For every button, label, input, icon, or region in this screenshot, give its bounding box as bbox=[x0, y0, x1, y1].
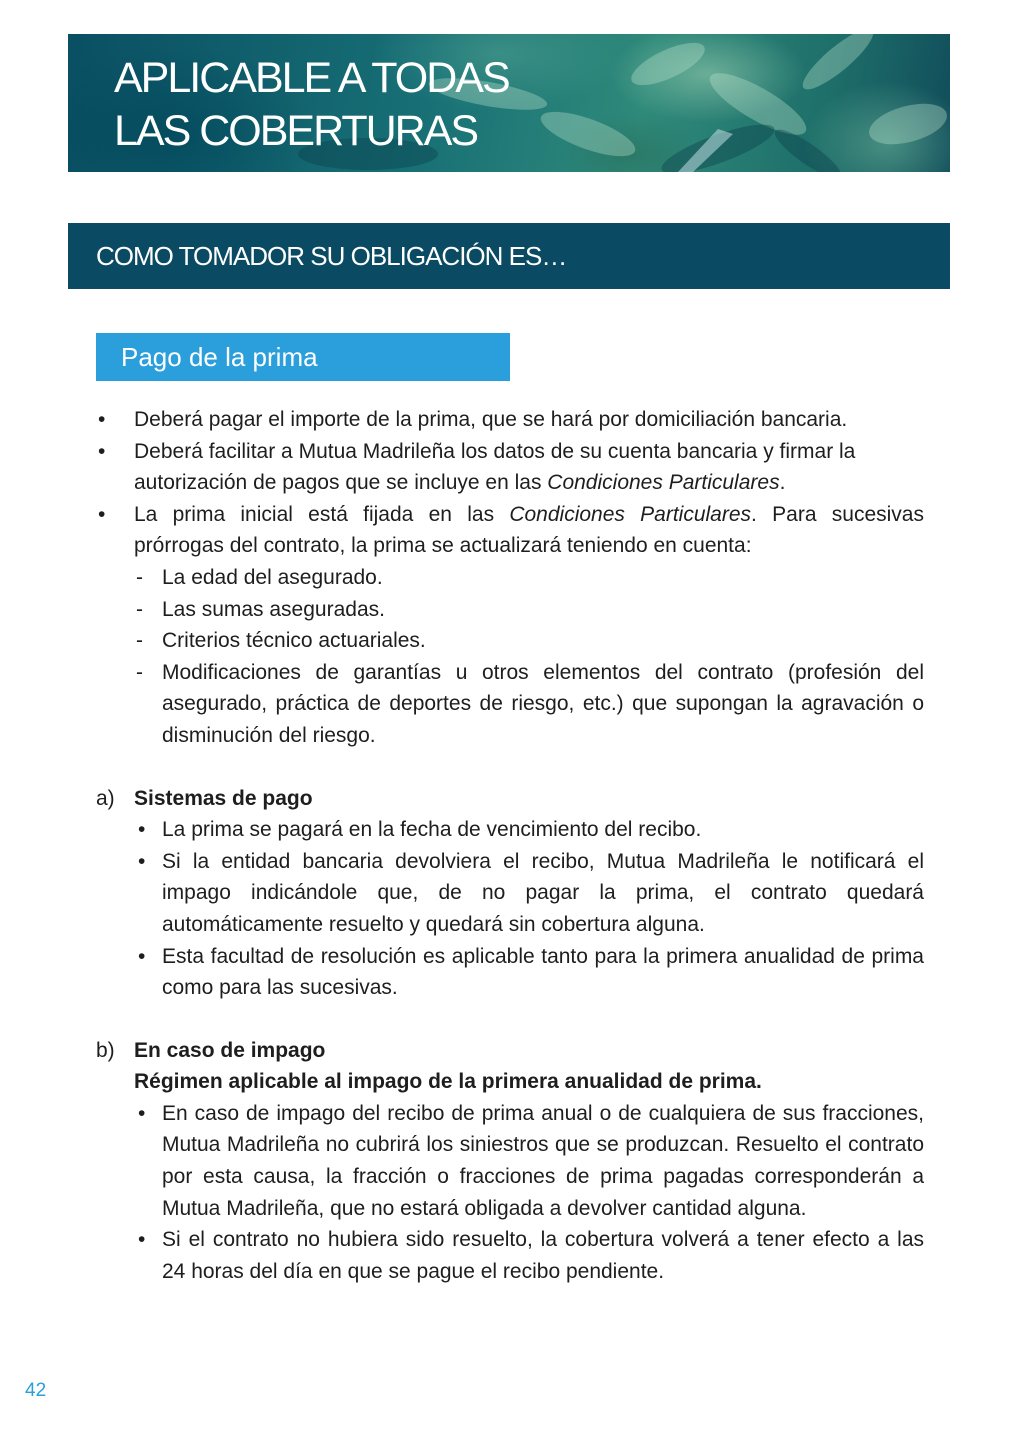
bullet-marker: • bbox=[98, 502, 106, 526]
section-title: COMO TOMADOR SU OBLIGACIÓN ES… bbox=[96, 241, 567, 271]
dash-marker: - bbox=[136, 565, 143, 589]
bullet-marker: • bbox=[138, 818, 146, 842]
bullet-item bbox=[96, 1224, 924, 1287]
dash-text: Modificaciones de garantías u otros elementos del contrato (profesión del asegurado, práctica de deportes de riesgo, etc.) que supongan la agravación o disminución del riesgo. bbox=[162, 660, 924, 747]
bullet-text: En caso de impago del recibo de prima anual o de cualquiera de sus fracciones, Mutua Madrileña no cubrirá los siniestros que se produzcan. Resuelto el contrato por esta causa, la fracción o fracciones de prima pagadas corresponderán a Mutua Madrileña, que no estará obligada a devolver cantidad alguna. bbox=[162, 1101, 924, 1220]
bullet-item bbox=[96, 499, 924, 562]
section-a-title: Sistemas de pago bbox=[134, 786, 313, 810]
bullet-text: Esta facultad de resolución es aplicable tanto para la primera anualidad de prima como para las sucesivas. bbox=[162, 944, 924, 1000]
dash-text: Las sumas aseguradas. bbox=[162, 597, 385, 621]
subsection-title: Pago de la prima bbox=[121, 342, 318, 372]
dash-marker: - bbox=[136, 629, 143, 653]
header-banner bbox=[68, 34, 950, 172]
section-header bbox=[68, 223, 950, 289]
dash-text: Criterios técnico actuariales. bbox=[162, 629, 426, 653]
section-a-marker: a) bbox=[96, 786, 115, 810]
bullet-text: La prima se pagará en la fecha de vencimiento del recibo. bbox=[162, 818, 702, 842]
dash-text: La edad del asegurado. bbox=[162, 565, 383, 589]
section-b-marker: b) bbox=[96, 1038, 115, 1062]
bullet-text: La prima inicial está fijada en las bbox=[134, 502, 510, 526]
dash-item bbox=[96, 562, 924, 594]
bullet-marker: • bbox=[98, 408, 106, 431]
bullet-marker: • bbox=[138, 944, 146, 968]
banner-title bbox=[114, 52, 509, 158]
subsection-header bbox=[96, 333, 510, 381]
dash-marker: - bbox=[136, 660, 143, 684]
bullet-marker: • bbox=[138, 1228, 146, 1252]
banner-title-line-1: APLICABLE A TODAS bbox=[114, 54, 509, 102]
bullet-item bbox=[96, 404, 924, 436]
bullet-text: Si la entidad bancaria devolviera el recibo, Mutua Madrileña le notificará el impago indicándole que, de no pagar la prima, el contrato quedará automáticamente resuelto y quedará sin cobertura alguna. bbox=[162, 849, 924, 936]
banner-title-line-2: LAS COBERTURAS bbox=[114, 107, 478, 155]
bullet-text-end: . bbox=[779, 471, 786, 495]
bullet-marker: • bbox=[98, 439, 106, 463]
bullet-item bbox=[96, 846, 924, 941]
body-text bbox=[96, 404, 924, 1287]
bullet-text: Si el contrato no hubiera sido resuelto, la cobertura volverá a tener efecto a las 24 horas del día en que se pague el recibo pendiente. bbox=[162, 1228, 924, 1283]
emphasis-text: Condiciones Particulares bbox=[547, 471, 780, 495]
section-b-heading bbox=[96, 1035, 924, 1067]
bullet-item bbox=[96, 941, 924, 1004]
dash-item bbox=[96, 594, 924, 626]
spacer bbox=[96, 752, 924, 783]
bullet-item bbox=[96, 436, 924, 499]
bullet-marker: • bbox=[138, 849, 146, 873]
bullet-text: Deberá pagar el importe de la prima, que se hará por domiciliación bancaria. bbox=[134, 408, 848, 431]
section-a-heading bbox=[96, 783, 924, 815]
emphasis-text: Condiciones Particulares bbox=[509, 502, 752, 526]
bullet-item bbox=[96, 814, 924, 846]
section-b-subtitle: Régimen aplicable al impago de la primera anualidad de prima. bbox=[134, 1070, 762, 1094]
dash-marker: - bbox=[136, 597, 143, 621]
dash-item bbox=[96, 657, 924, 752]
bullet-text-end: . Para sucesivas prórrogas del contrato, la prima se actualizará teniendo en cuenta: bbox=[134, 502, 924, 558]
spacer bbox=[96, 1004, 924, 1035]
dash-item bbox=[96, 625, 924, 657]
bullet-text: Deberá facilitar a Mutua Madrileña los datos de su cuenta bancaria y firmar la autorización de pagos que se incluye en las bbox=[134, 439, 856, 495]
bullet-item bbox=[96, 1098, 924, 1224]
section-b-title: En caso de impago bbox=[134, 1038, 326, 1062]
bullet-marker: • bbox=[138, 1101, 146, 1125]
page-number: 42 bbox=[25, 1380, 47, 1401]
